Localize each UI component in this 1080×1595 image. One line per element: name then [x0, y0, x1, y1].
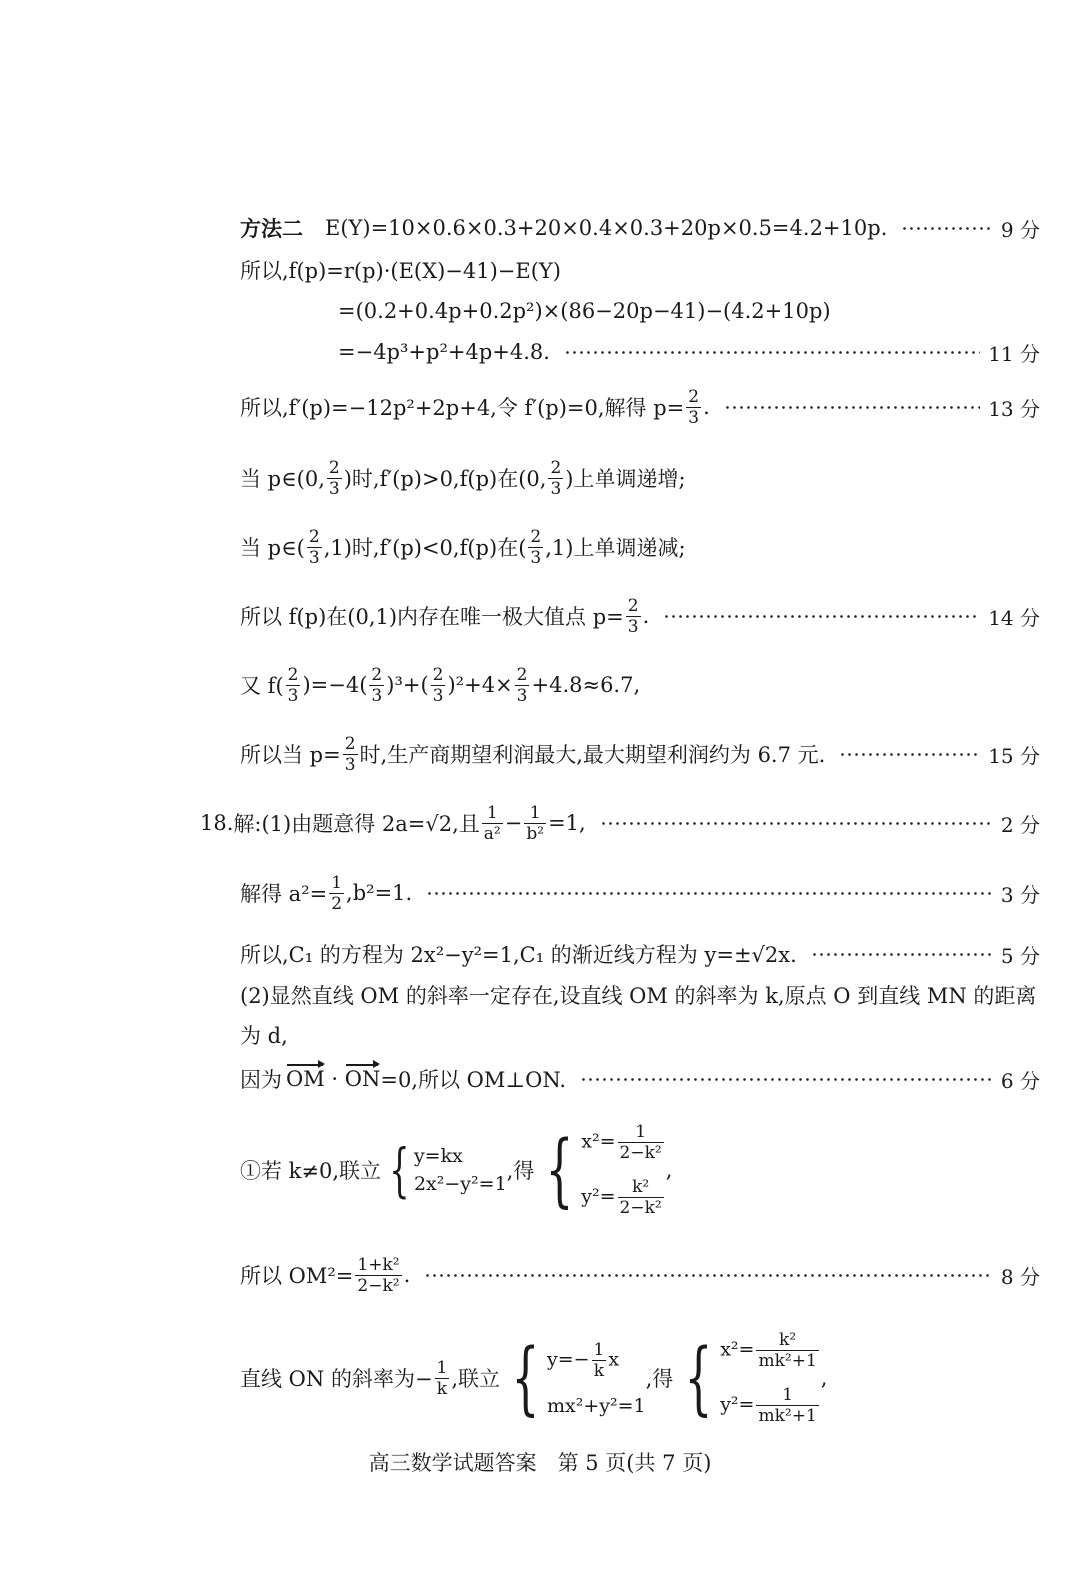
dot-operator: · [324, 1067, 345, 1091]
vector-om: OM [286, 1067, 325, 1091]
text-fragment: 又 f( [240, 674, 284, 698]
fraction: $\frac{2}{3}$ [688, 386, 700, 428]
dot-leader [811, 953, 993, 956]
fraction: $\frac{1}{\text{mk²+1}}$ [758, 1385, 817, 1426]
fp-expansion: =(0.2+0.4p+0.2p²)×(86−20p−41)−(4.2+10p) [338, 299, 831, 323]
dot-leader [724, 406, 980, 409]
fp-result: =−4p³+p²+4p+4.8. [338, 340, 550, 364]
text-fragment: ,1)上单调递减; [545, 536, 686, 560]
dot-leader [663, 615, 980, 618]
text-fragment: 当 p∈(0, [240, 467, 325, 491]
text-fragment: ,b²=1. [346, 881, 413, 905]
maximum-point-line: 所以 f(p)在(0,1)内存在唯一极大值点 p= $\frac{2}{3}$ . 14 分 [240, 595, 1040, 637]
dot-leader [424, 1274, 993, 1277]
solution-system: { x²= $\frac{\text{k²}}{\text{mk²+1}}$ y²= $\frac{1}{\text{mk²+1}}$ [684, 1330, 817, 1426]
solution-system: { x²= $\frac{1}{\text{2−k²}}$ y²= $\frac{\text{k²}}{\text{2−k²}}$ [545, 1122, 662, 1218]
dot-leader [839, 753, 980, 756]
text-fragment: 时,生产商期望利润最大,最大期望利润约为 6.7 元. [359, 743, 826, 767]
derivative-text: 所以,f′(p)=−12p²+2p+4,令 f′(p)=0,解得 p= [240, 396, 685, 420]
equation: y=kx [413, 1145, 463, 1167]
ey-formula: E(Y)=10×0.6×0.3+20×0.4×0.3+20p×0.5=4.2+10p. [325, 216, 888, 240]
page-footer: 高三数学试题答案 第 5 页(共 7 页) [368, 1451, 712, 1475]
text-fragment: =1, [548, 811, 586, 835]
decreasing-line [240, 522, 1040, 572]
conclusion-line [240, 729, 1040, 779]
fraction: $\frac{2}{3}$ [287, 664, 299, 706]
text-fragment: 解:(1)由题意得 2a=√2,且 [233, 812, 480, 836]
score-mark: 15 分 [988, 743, 1040, 768]
perpendicular-line [240, 1054, 1040, 1104]
score-mark: 2 分 [1000, 812, 1040, 837]
text-fragment: )上单调递增; [565, 467, 686, 491]
text-fragment: 所以,C₁ 的方程为 2x²−y²=1,C₁ 的渐近线方程为 y=±√2x. [240, 943, 797, 967]
asymptote-line [240, 929, 1040, 979]
text-fragment: ,1)时,f′(p)<0,f(p)在( [323, 536, 527, 560]
fraction: $\frac{2}{3}$ [530, 526, 542, 568]
text-fragment: )³+( [386, 673, 429, 697]
text-fragment: 所以当 p= [240, 743, 341, 767]
text-fragment: 解得 a²= [240, 882, 328, 906]
score-mark: 5 分 [1000, 943, 1040, 968]
text-fragment: ,得 [506, 1159, 535, 1183]
fraction: $\frac{1}{\text{a²}}$ [483, 802, 501, 844]
fraction: $\frac{1}{\text{2−k²}}$ [619, 1122, 662, 1163]
text-fragment: =0,所以 OM⊥ON. [380, 1068, 567, 1092]
text-fragment: ,得 [645, 1367, 674, 1391]
fraction: $\frac{1}{k}$ [593, 1339, 605, 1381]
question-18-line: 18. 解:(1)由题意得 2a=√2,且 $\frac{1}{\text{a²}}$ − $\frac{1}{\text{b²}}$ =1, 2 分 [200, 802, 1040, 844]
question-number: 18. [200, 811, 234, 835]
text-fragment: ①若 k≠0,联立 [240, 1159, 382, 1183]
equation-system: { y=kx 2x²−y²=1 [389, 1136, 507, 1204]
fraction: $\frac{1}{2}$ [331, 872, 343, 914]
text-fragment: +4.8≈6.7, [531, 673, 641, 697]
fraction: $\frac{2}{3}$ [344, 733, 356, 775]
score-mark: 11 分 [988, 341, 1040, 366]
score-mark: 6 分 [1000, 1068, 1040, 1093]
max-value-line [240, 660, 1040, 710]
system-one-line: ①若 k≠0,联立 { y=kx 2x²−y²=1 ,得 { x²= $\frac{1}{\text{2−k²}}$ y²= $\frac{\text{k²}}{\text{2−k²}}$ , [240, 1122, 673, 1218]
fraction: $\frac{\text{k²}}{\text{2−k²}}$ [619, 1177, 662, 1218]
fraction: $\frac{2}{3}$ [627, 595, 639, 637]
fp-result-line [338, 327, 1040, 377]
fraction: $\frac{2}{3}$ [550, 457, 562, 499]
fraction: $\frac{2}{3}$ [371, 664, 383, 706]
dot-leader [580, 1078, 993, 1081]
fraction: $\frac{1}{\text{b²}}$ [526, 802, 545, 844]
text-fragment: 所以 OM²= [240, 1264, 354, 1288]
score-mark: 13 分 [988, 396, 1040, 421]
om-squared-line: 所以 OM²= $\frac{\text{1+k²}}{\text{2−k²}}$ . 8 分 [240, 1254, 1040, 1296]
score-mark: 3 分 [1000, 882, 1040, 907]
score-mark: 9 分 [1000, 217, 1040, 242]
part-two-paragraph [240, 976, 1040, 1056]
text-fragment: )²+4× [447, 673, 513, 697]
equation: 2x²−y²=1 [413, 1173, 507, 1195]
equation: mx²+y²=1 [546, 1394, 646, 1417]
text-fragment: (2)显然直线 OM 的斜率一定存在,设直线 OM 的斜率为 k,原点 O 到直线 MN 的距离为 d, [240, 984, 1037, 1048]
dot-leader [564, 351, 980, 354]
text-fragment: )=−4( [302, 673, 368, 697]
vector-on: ON [344, 1067, 381, 1091]
fraction: $\frac{1}{k}$ [436, 1357, 448, 1399]
derivative-line: 所以,f′(p)=−12p²+2p+4,令 f′(p)=0,解得 p= $\frac{2}{3}$ . 13 分 [240, 386, 1040, 428]
text-fragment: ,联立 [451, 1367, 501, 1391]
method-label: 方法二 [240, 217, 303, 241]
score-mark: 14 分 [988, 605, 1040, 630]
score-mark: 8 分 [1000, 1264, 1040, 1289]
fraction: $\frac{2}{3}$ [516, 664, 528, 706]
dot-leader [901, 227, 993, 230]
text-fragment: 所以 f(p)在(0,1)内存在唯一极大值点 p= [240, 605, 624, 629]
increasing-line [240, 453, 1040, 503]
fraction: $\frac{\text{k²}}{\text{mk²+1}}$ [758, 1330, 817, 1371]
text-fragment: 因为 [240, 1068, 282, 1092]
solve-ab-line [240, 868, 1040, 918]
text-fragment: 当 p∈( [240, 536, 305, 560]
fraction: $\frac{\text{1+k²}}{\text{2−k²}}$ [357, 1254, 400, 1296]
text-fragment: 直线 ON 的斜率为− [240, 1367, 433, 1391]
equation-system: { y=− $\frac{1}{k}$ x mx²+y²=1 [511, 1331, 646, 1424]
fp-definition: 所以,f(p)=r(p)·(E(X)−41)−E(Y) [240, 259, 561, 283]
system-two-line: 直线 ON 的斜率为− $\frac{1}{k}$ ,联立 { y=− $\frac{1}{k}$ x mx²+y²=1 ,得 { x²= $\frac{\text{k²}}{\text{mk²+1}}$ y²= $\frac{1}{\text{mk²+1}}$ , [240, 1330, 828, 1426]
dot-leader [426, 892, 993, 895]
text-fragment: )时,f′(p)>0,f(p)在(0, [343, 467, 547, 491]
dot-leader [600, 822, 993, 825]
fraction: $\frac{2}{3}$ [328, 457, 340, 499]
fraction: $\frac{2}{3}$ [432, 664, 444, 706]
fraction: $\frac{2}{3}$ [308, 526, 320, 568]
